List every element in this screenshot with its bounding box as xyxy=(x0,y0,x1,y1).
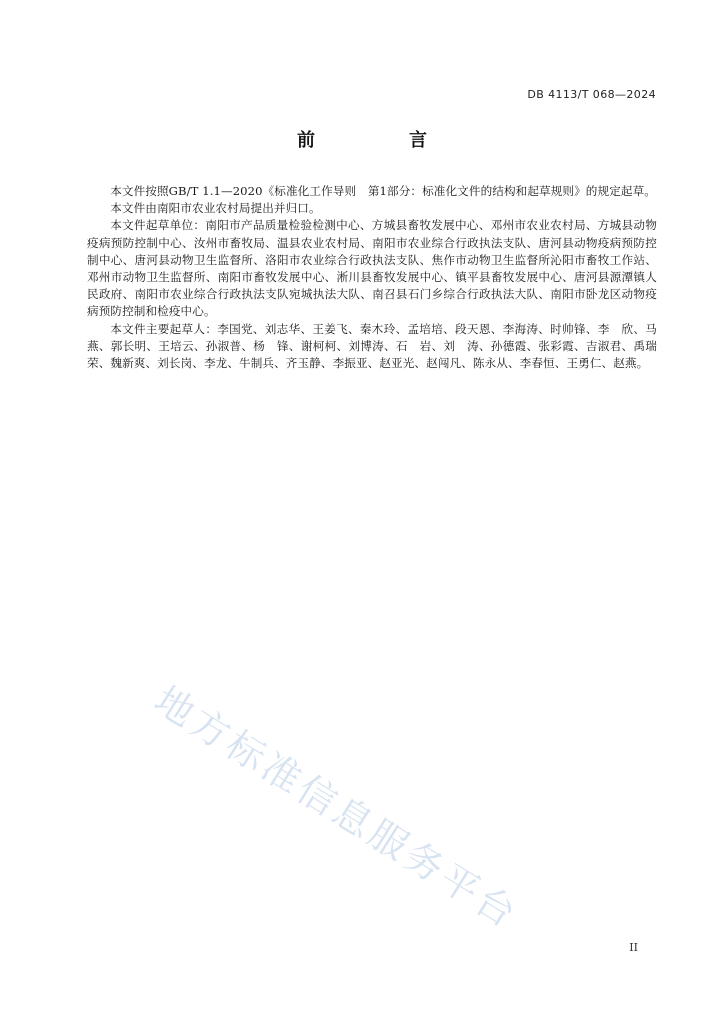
paragraph-proposer: 本文件由南阳市农业农村局提出并归口。 xyxy=(110,201,321,216)
body-text xyxy=(87,183,669,372)
page-number: II xyxy=(629,941,638,954)
document-code: DB 4113/T 068—2024 xyxy=(527,88,656,101)
page-title: 前 言 xyxy=(297,130,465,151)
watermark: 地方标准信息服务平台 xyxy=(146,677,527,938)
paragraph-drafting-units: 本文件起草单位：南阳市产品质量检验检测中心、方城县畜牧发展中心、邓州市农业农村局、方城县动物疫病预防控制中心、汝州市畜牧局、温县农业农村局、南阳市农业综合行政执法支队、唐河县动物疫病预防控制中心、唐河县动物卫生监督所、洛阳市农业综合行政执法支队、焦作市动物卫生监督所沁阳市畜牧工作站、邓州市动物卫生监督所、南阳市畜牧发展中心、淅川县畜牧发展中心、镇平县畜牧发展中心、唐河县源潭镇人民政府、南阳市农业综合行政执法支队宛城执法大队、南召县石门乡综合行政执法大队、南阳市卧龙区动物疫病预防控制和检疫中心。 xyxy=(87,218,657,319)
paragraph-drafting-rules: 本文件按照GB/T 1.1—2020《标准化工作导则 第1部分：标准化文件的结构和起草规则》的规定起草。 xyxy=(110,184,656,198)
paragraph-drafters: 本文件主要起草人：李国党、刘志华、王姜飞、秦木玲、孟培培、段天恩、李海涛、时帅锋、李 欣、马 燕、郭长明、王培云、孙淑普、杨 锋、谢柯柯、刘博涛、石 岩、刘 涛、孙德霞、张彩霞、吉淑君、禹瑞荣、魏新爽、刘长岗、李龙、牛制兵、齐玉静、李振亚、赵亚光、赵闯凡、陈永从、李春恒、王勇仁、赵燕。 xyxy=(87,321,669,371)
